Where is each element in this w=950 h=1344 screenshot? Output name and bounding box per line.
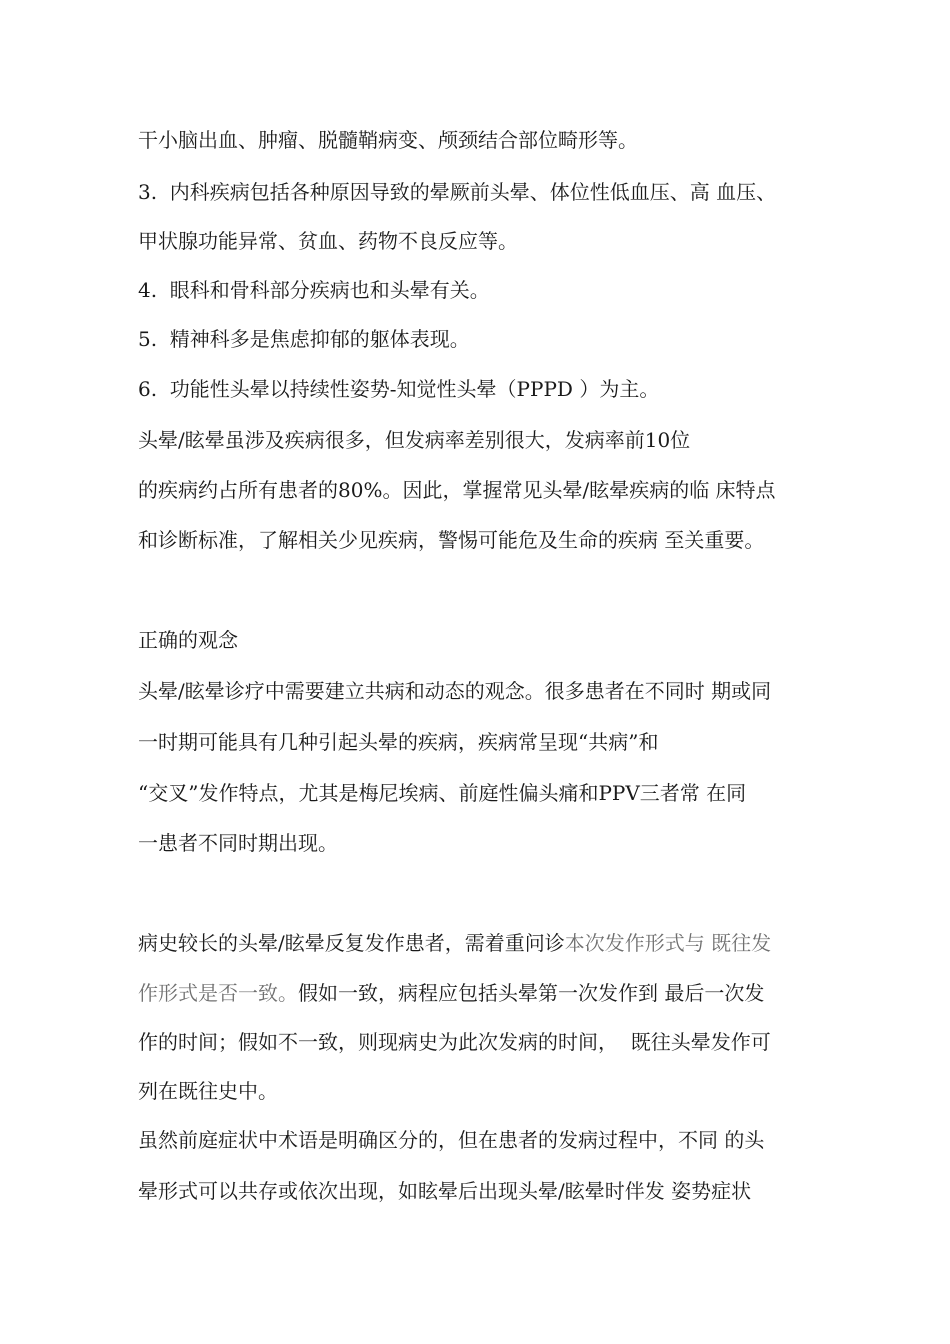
text-line: 和诊断标准，了解相关少见疾病，警惕可能危及生命的疾病 至关重要。 <box>138 528 765 552</box>
text-line: 列在既往史中。 <box>138 1079 278 1103</box>
text-line: 4. 眼科和骨科部分疾病也和头晕有关。 <box>138 278 490 302</box>
text-line: 一患者不同时期出现。 <box>138 831 338 855</box>
text-line: 作的时间；假如不一致，则现病史为此次发病的时间， 既往头晕发作可 <box>138 1030 771 1054</box>
text-line: 虽然前庭症状中术语是明确区分的，但在患者的发病过程中，不同 的头 <box>138 1128 765 1152</box>
section-heading: 正确的观念 <box>138 628 238 652</box>
text-line: 晕形式可以共存或依次出现，如眩晕后出现头晕/眩晕时伴发 姿势症状 <box>138 1179 752 1203</box>
text-span: 作形式是否一致。 <box>138 981 298 1005</box>
text-line: 的疾病约占所有患者的80%。因此，掌握常见头晕/眩晕疾病的临 床特点 <box>138 478 776 502</box>
text-line: 一时期可能具有几种引起头晕的疾病，疾病常呈现“共病”和 <box>138 730 659 754</box>
text-line: 甲状腺功能异常、贫血、药物不良反应等。 <box>138 229 518 253</box>
text-line: 干小脑出血、肿瘤、脱髓鞘病变、颅颈结合部位畸形等。 <box>138 128 638 152</box>
text-line: 5. 精神科多是焦虑抑郁的躯体表现。 <box>138 327 470 351</box>
text-line: 6. 功能性头晕以持续性姿势-知觉性头晕（PPPD ）为主。 <box>138 377 660 401</box>
text-line: 头晕/眩晕诊疗中需要建立共病和动态的观念。很多患者在不同时 期或同 <box>138 679 772 703</box>
text-line: 头晕/眩晕虽涉及疾病很多，但发病率差别很大，发病率前10位 <box>138 428 691 452</box>
text-line: 3. 内科疾病包括各种原因导致的晕厥前头晕、体位性低血压、高 血压、 <box>138 180 777 204</box>
text-line <box>138 930 771 956</box>
text-line <box>138 980 764 1006</box>
text-line: “交叉”发作特点，尤其是梅尼埃病、前庭性偏头痛和PPV三者常 在同 <box>138 781 747 805</box>
text-span: 本次发作形式与 既往发 <box>564 931 772 955</box>
text-span: 假如一致，病程应包括头晕第一次发作到 最后一次发 <box>298 981 765 1005</box>
text-span: 病史较长的头晕/眩晕反复发作患者，需着重问诊 <box>138 931 565 955</box>
